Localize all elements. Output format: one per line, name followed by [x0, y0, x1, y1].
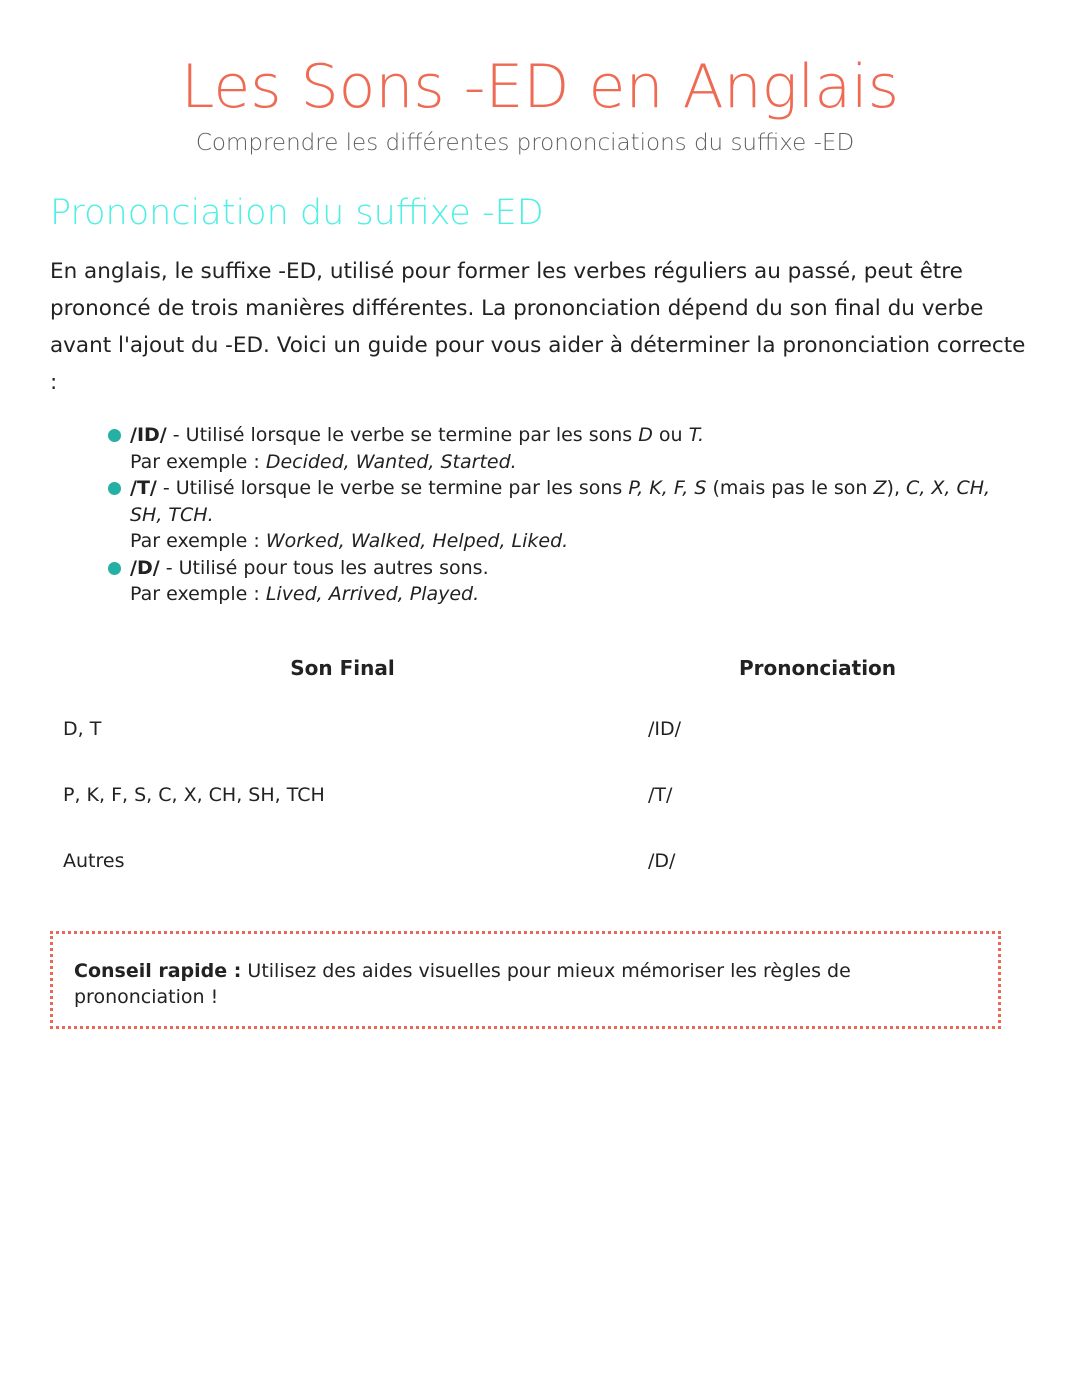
tip-text: Utilisez des aides visuelles pour mieux mémoriser les règles de prononciation !	[74, 960, 851, 1008]
example-label: Par exemple :	[130, 583, 266, 605]
intro-paragraph: En anglais, le suffixe -ED, utilisé pour former les verbes réguliers au passé, peut être prononcé de trois manières différentes. La prononciation dépend du son final du verbe avant l'ajout du -ED. Voici un guide pour vous aider à déterminer la prononciation correcte :	[50, 259, 1026, 395]
rule-letters: C, X, CH, SH, TCH.	[130, 477, 991, 526]
example-label: Par exemple :	[130, 450, 266, 473]
column-header-final-sound: Son Final	[290, 656, 395, 680]
quick-tip-box	[50, 931, 1001, 1029]
rule-item-id	[108, 422, 1008, 475]
rule-letters: T.	[688, 424, 705, 446]
table-row	[50, 696, 1000, 762]
tip-label: Conseil rapide :	[74, 960, 242, 982]
rule-item-t	[108, 475, 1008, 555]
rule-description: - Utilisé lorsque le verbe se termine par les sons	[156, 477, 629, 499]
example-words: Worked, Walked, Helped, Liked.	[265, 530, 569, 552]
cell-final-sound: D, T	[63, 718, 102, 740]
section-heading: Prononciation du suffixe -ED	[50, 193, 544, 233]
rule-letters: D	[638, 424, 653, 446]
example-words: Lived, Arrived, Played.	[265, 583, 480, 605]
table-row	[50, 828, 1000, 894]
example-label: Par exemple :	[130, 530, 266, 552]
bullet-icon	[108, 429, 121, 442]
page-title: Les Sons -ED en Anglais	[180, 52, 900, 122]
column-header-pronunciation: Prononciation	[738, 656, 897, 680]
rule-sound: /ID/	[130, 424, 167, 446]
rule-letters: P, K, F, S	[628, 477, 707, 499]
example-words: Decided, Wanted, Started.	[265, 450, 517, 473]
bullet-icon	[108, 482, 121, 495]
rule-connector: ou	[652, 424, 689, 446]
cell-final-sound: P, K, F, S, C, X, CH, SH, TCH	[63, 784, 325, 806]
table-header-row	[50, 640, 1000, 696]
rule-item-d	[108, 555, 1008, 608]
rule-letters: Z	[873, 477, 887, 499]
bullet-icon	[108, 562, 121, 575]
cell-pronunciation: /T/	[648, 784, 673, 806]
cell-final-sound: Autres	[63, 850, 125, 872]
cell-pronunciation: /D/	[648, 850, 676, 872]
rule-connector: (mais pas le son	[706, 477, 874, 499]
page-subtitle: Comprendre les différentes prononciations du suffixe -ED	[195, 130, 855, 156]
rule-connector: ),	[886, 477, 907, 499]
table-row	[50, 762, 1000, 828]
pronunciation-table	[50, 640, 1000, 894]
rule-description: - Utilisé pour tous les autres sons.	[159, 556, 489, 579]
cell-pronunciation: /ID/	[648, 718, 682, 740]
rule-sound: /T/	[130, 477, 157, 499]
rule-description: - Utilisé lorsque le verbe se termine par les sons	[166, 424, 639, 446]
rule-sound: /D/	[130, 556, 160, 579]
rules-list	[108, 422, 1008, 608]
